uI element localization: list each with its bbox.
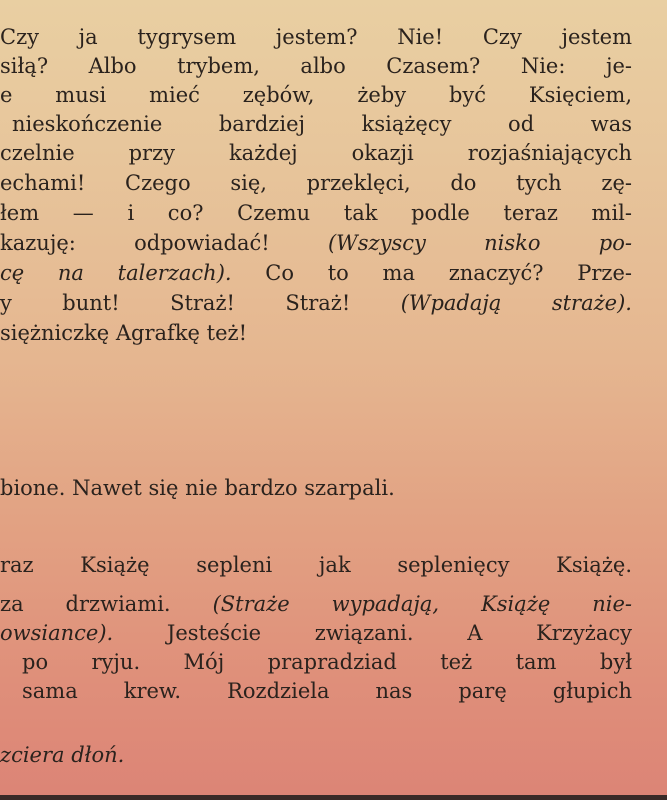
text-line-15 — [0, 618, 632, 648]
line-text: sama krew. Rozdziela nas parę głupich — [22, 679, 632, 703]
stage-direction: (Straże wypadają, Książę nie- — [212, 592, 632, 616]
line-text: Jesteście związani. A Krzyżacy — [166, 621, 632, 645]
text-line-1 — [0, 22, 632, 52]
line-text: Co to ma znaczyć? Prze- — [265, 261, 632, 285]
text-line-2 — [0, 51, 632, 81]
text-line-3 — [0, 80, 632, 110]
text-line-14 — [0, 589, 632, 619]
stage-direction: (Wszyscy nisko po- — [327, 231, 632, 255]
line-text: echami! Czego się, przeklęci, do tych zę- — [0, 171, 632, 195]
line-text: raz Książę sepleni jak seplenięcy Książę. — [0, 553, 632, 577]
text-line-5 — [0, 138, 632, 168]
stage-direction: (Wpadają straże). — [400, 291, 632, 315]
line-text: Czy ja tygrysem jestem? Nie! Czy jestem — [0, 25, 632, 49]
line-text: czelnie przy każdej okazji rozjaśniających — [0, 141, 632, 165]
page-bottom-edge — [0, 795, 667, 800]
text-line-8 — [0, 228, 632, 258]
text-line-16 — [22, 647, 632, 677]
text-line-18 — [0, 740, 632, 770]
line-text: y bunt! Straż! Straż! — [0, 291, 351, 315]
stage-direction: owsiance). — [0, 621, 114, 645]
line-text: siłą? Albo trybem, albo Czasem? Nie: je- — [0, 54, 632, 78]
text-line-4 — [12, 109, 632, 139]
text-line-6 — [0, 168, 632, 198]
line-text: bione. Nawet się nie bardzo szarpali. — [0, 476, 395, 500]
text-line-13 — [0, 550, 632, 580]
line-text: kazuję: odpowiadać! — [0, 231, 270, 255]
text-line-11 — [0, 318, 632, 348]
text-line-9 — [0, 258, 632, 288]
text-line-17 — [22, 676, 632, 706]
line-text: siężniczkę Agrafkę też! — [0, 321, 248, 345]
line-text: za drzwiami. — [0, 592, 171, 616]
stage-direction: cę na talerzach). — [0, 261, 232, 285]
line-text: nieskończenie bardziej książęcy od was — [12, 112, 632, 136]
stage-direction: zciera dłoń. — [0, 743, 125, 767]
line-text: po ryju. Mój prapradziad też tam był — [22, 650, 632, 674]
line-text: łem — i co? Czemu tak podle teraz mil- — [0, 201, 632, 225]
text-line-12 — [0, 473, 632, 503]
text-line-10 — [0, 288, 632, 318]
text-line-7 — [0, 198, 632, 228]
line-text: e musi mieć zębów, żeby być Księciem, — [0, 83, 632, 107]
